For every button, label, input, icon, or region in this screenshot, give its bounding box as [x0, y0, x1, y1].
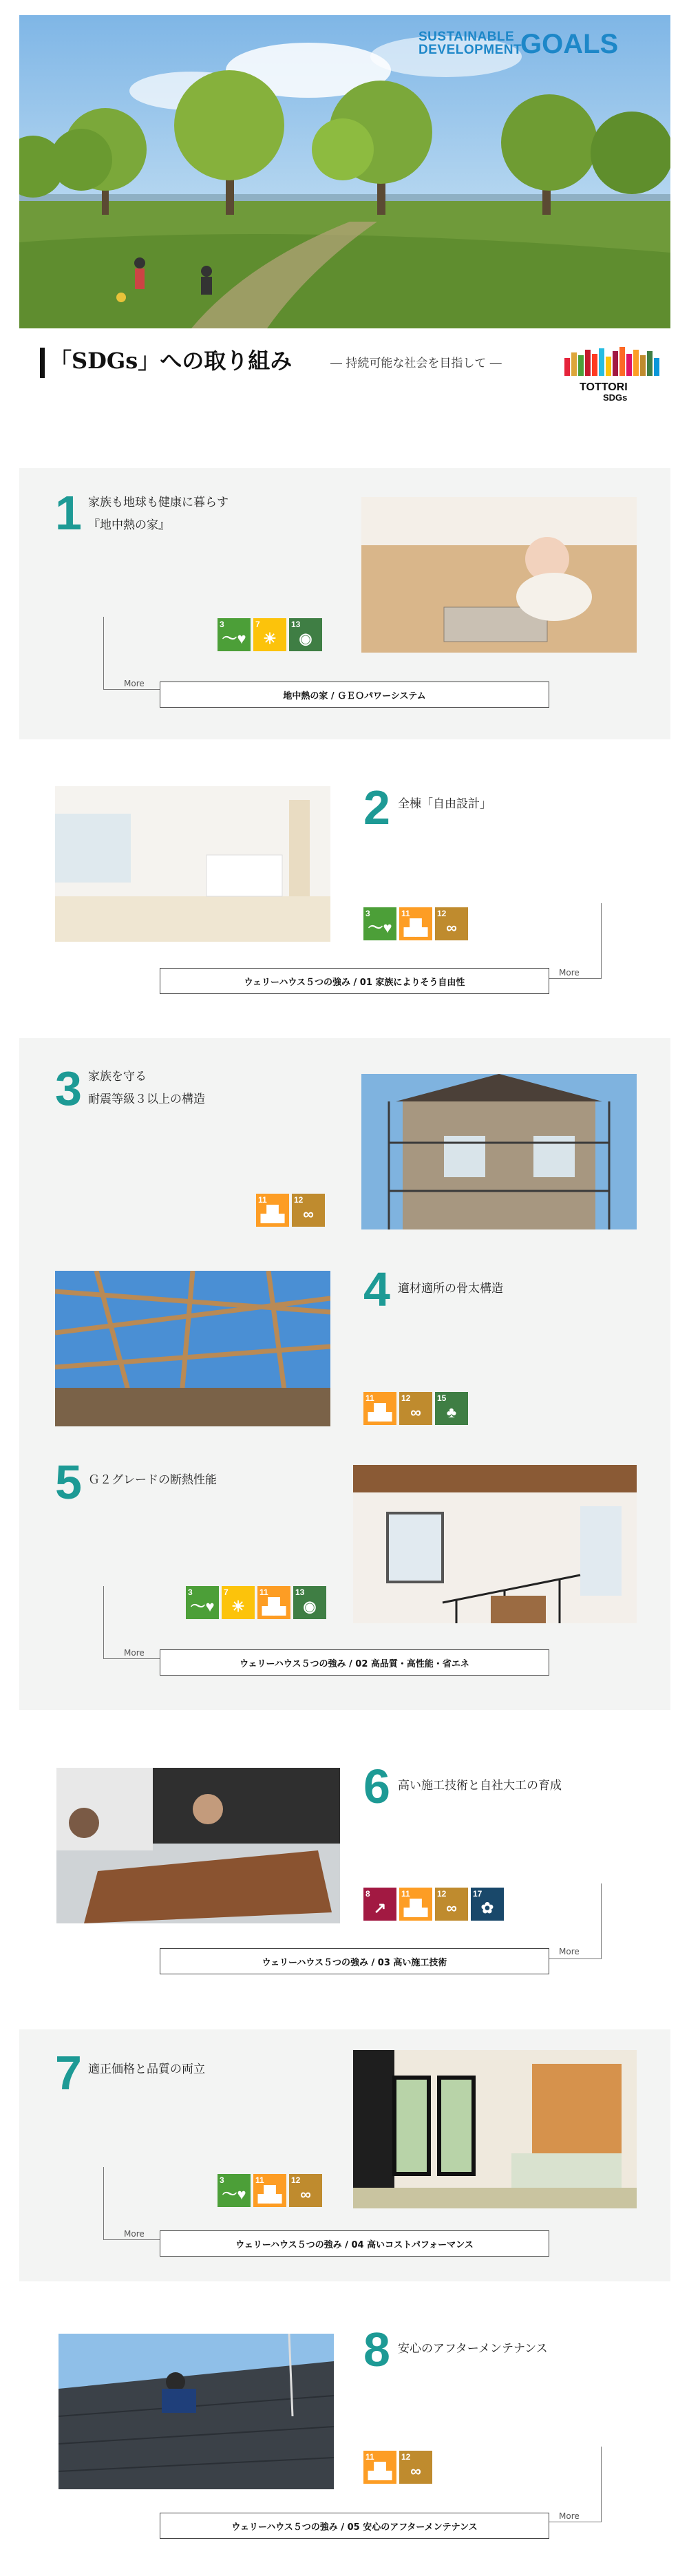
sdg-12-icon: 12 ∞	[399, 1392, 432, 1425]
section-6-sdg-icons	[363, 1888, 504, 1921]
section-2-photo	[55, 786, 330, 942]
sdg-11-icon: 11 ▟▙	[257, 1586, 290, 1619]
section-6-photo	[56, 1768, 340, 1923]
sdg-11-icon: 11 ▟▙	[399, 1888, 432, 1921]
section-1-number: 1	[55, 486, 82, 540]
section-5-more-label: More	[124, 1648, 145, 1658]
sdg-11-icon: 11 ▟▙	[363, 1392, 396, 1425]
section-7-link-button[interactable]: ウェリーハウス５つの強み / 04 高いコストパフォーマンス	[160, 2230, 549, 2257]
sdg-13-icon: 13 ◉	[293, 1586, 326, 1619]
page-subtitle: ― 持続可能な社会を目指して ―	[330, 357, 502, 370]
sdg-logo-line1: SUSTAINABLE	[418, 30, 515, 44]
sdg-11-icon: 11 ▟▙	[399, 907, 432, 940]
section-8-more-label: More	[559, 2511, 580, 2521]
sdg-11-icon: 11 ▟▙	[253, 2174, 286, 2207]
tottori-sdgs-logo	[563, 346, 664, 403]
section-1-link-button[interactable]: 地中熱の家 / ＧＥＯパワーシステム	[160, 682, 549, 708]
heading-bar	[40, 348, 45, 378]
section-5-sdg-icons	[186, 1586, 326, 1619]
section-4-photo	[55, 1271, 330, 1426]
section-6-title: 高い施工技術と自社大工の育成	[398, 1779, 562, 1793]
sdg-15-icon: 15 ♣	[435, 1392, 468, 1425]
sdg-13-icon: 13 ◉	[289, 618, 322, 651]
section-2-title: 全棟「自由設計」	[398, 797, 491, 811]
section-3-photo	[361, 1074, 637, 1229]
section-5-photo	[353, 1465, 637, 1623]
sdg-11-icon: 11 ▟▙	[363, 2451, 396, 2484]
sdg-7-icon: 7 ☀	[222, 1586, 255, 1619]
tottori-color-bars-icon	[563, 346, 664, 380]
sdg-3-icon: 3 〜♥	[218, 2174, 251, 2207]
sdg-goals-logo	[418, 30, 646, 72]
sdg-11-icon: 11 ▟▙	[256, 1194, 289, 1227]
sdg-12-icon: 12 ∞	[435, 907, 468, 940]
tottori-sdgs-label: SDGs	[603, 392, 628, 403]
sdg-7-icon: 7 ☀	[253, 618, 286, 651]
section-2-sdg-icons	[363, 907, 468, 940]
sdg-12-icon: 12 ∞	[399, 2451, 432, 2484]
sdg-logo-goals: GOALS	[520, 29, 619, 59]
section-2-link-button[interactable]: ウェリーハウス５つの強み / 01 家族によりそう自由性	[160, 968, 549, 994]
sdg-12-icon: 12 ∞	[435, 1888, 468, 1921]
section-8-title: 安心のアフターメンテナンス	[398, 2342, 548, 2356]
section-7-photo	[353, 2050, 637, 2208]
section-5-number: 5	[55, 1455, 82, 1509]
section-1-more-label: More	[124, 679, 145, 688]
section-8-number: 8	[363, 2323, 390, 2376]
section-7-more-label: More	[124, 2229, 145, 2239]
tottori-label: TOTTORI	[580, 381, 628, 393]
section-8-sdg-icons	[363, 2451, 432, 2484]
section-8-link-button[interactable]: ウェリーハウス５つの強み / 05 安心のアフターメンテナンス	[160, 2513, 549, 2539]
section-8-photo	[59, 2334, 334, 2489]
sdg-12-icon: 12 ∞	[292, 1194, 325, 1227]
hero-image	[19, 15, 670, 328]
section-1-photo	[361, 497, 637, 653]
sdg-12-icon: 12 ∞	[289, 2174, 322, 2207]
sdg-17-icon: 17 ✿	[471, 1888, 504, 1921]
section-4-title: 適材適所の骨太構造	[398, 1282, 503, 1296]
section-5-link-button[interactable]: ウェリーハウス５つの強み / 02 高品質・高性能・省エネ	[160, 1649, 549, 1676]
section-6-more-label: More	[559, 1947, 580, 1956]
section-6-link-button[interactable]: ウェリーハウス５つの強み / 03 高い施工技術	[160, 1948, 549, 1974]
section-3-number: 3	[55, 1062, 82, 1115]
section-1-title: 家族も地球も健康に暮らす 『地中熱の家』	[88, 496, 229, 532]
section-6-number: 6	[363, 1760, 390, 1813]
section-7-number: 7	[55, 2046, 82, 2100]
section-2-more-label: More	[559, 968, 580, 978]
section-4-sdg-icons	[363, 1392, 468, 1425]
sdg-3-icon: 3 〜♥	[218, 618, 251, 651]
section-4-number: 4	[363, 1263, 390, 1316]
section-5-title: Ｇ２グレードの断熱性能	[88, 1473, 217, 1487]
sdg-3-icon: 3 〜♥	[186, 1586, 219, 1619]
section-3-sdg-icons	[256, 1194, 325, 1227]
page-title: 「SDGs」への取り組み	[50, 348, 293, 374]
sdg-8-icon: 8 ↗	[363, 1888, 396, 1921]
sdg-3-icon: 3 〜♥	[363, 907, 396, 940]
sdg-logo-line2: DEVELOPMENT	[418, 43, 522, 57]
section-2-number: 2	[363, 781, 390, 834]
section-1-sdg-icons	[218, 618, 322, 651]
section-7-sdg-icons	[218, 2174, 322, 2207]
section-3-title: 家族を守る 耐震等級３以上の構造	[88, 1070, 205, 1106]
section-7-title: 適正価格と品質の両立	[88, 2062, 205, 2076]
